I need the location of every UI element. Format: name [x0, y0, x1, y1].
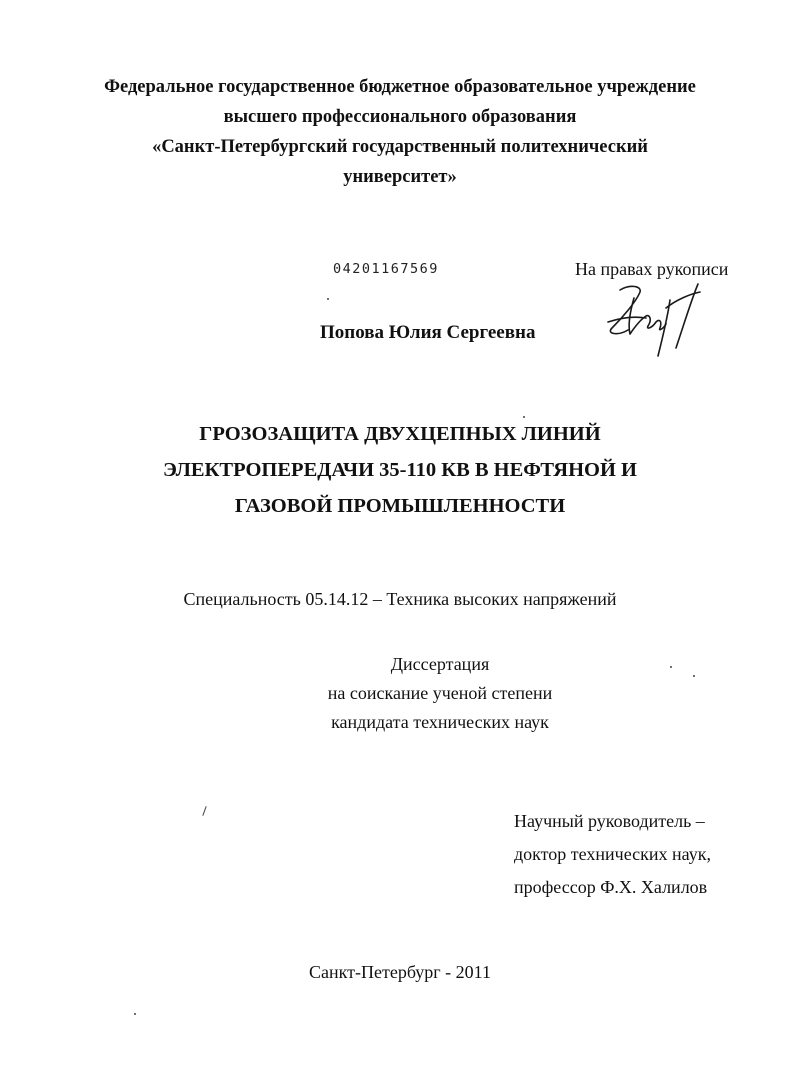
title-line: ГАЗОВОЙ ПРОМЫШЛЕННОСТИ [234, 495, 566, 517]
author-signature [600, 278, 710, 360]
scan-speck [202, 806, 206, 816]
institution-header [60, 72, 740, 192]
scan-speck [134, 1013, 136, 1015]
institution-line: «Санкт-Петербургский государственный политехнический [152, 137, 648, 157]
supervisor-line: Научный руководитель – [514, 811, 705, 831]
degree-line: кандидата технических наук [331, 712, 549, 732]
specialty: Специальность 05.14.12 – Техника высоких напряжений [183, 589, 617, 609]
institution-line: Федеральное государственное бюджетное образовательное учреждение [104, 77, 696, 97]
supervisor-line: профессор Ф.Х. Халилов [514, 877, 708, 897]
institution-line: высшего профессионального образования [223, 107, 577, 127]
manuscript-rights-note: На правах рукописи [575, 259, 729, 279]
title-line: ЭЛЕКТРОПЕРЕДАЧИ 35-110 КВ В НЕФТЯНОЙ И [162, 459, 638, 481]
degree-line: Диссертация [390, 654, 490, 674]
scan-speck [670, 666, 672, 668]
institution-line: университет» [343, 167, 457, 187]
city-year: Санкт-Петербург - 2011 [308, 962, 492, 982]
scan-speck [523, 416, 525, 418]
scan-speck [693, 675, 695, 677]
scientific-supervisor [514, 805, 711, 904]
title-line: ГРОЗОЗАЩИТА ДВУХЦЕПНЫХ ЛИНИЙ [199, 423, 601, 445]
author-name: Попова Юлия Сергеевна [320, 322, 536, 343]
dissertation-title [120, 416, 680, 524]
registration-number: 04201167569 [333, 261, 439, 277]
supervisor-line: доктор технических наук, [514, 844, 711, 864]
degree-statement [240, 650, 640, 737]
scan-speck [327, 298, 329, 300]
degree-line: на соискание ученой степени [327, 683, 553, 703]
